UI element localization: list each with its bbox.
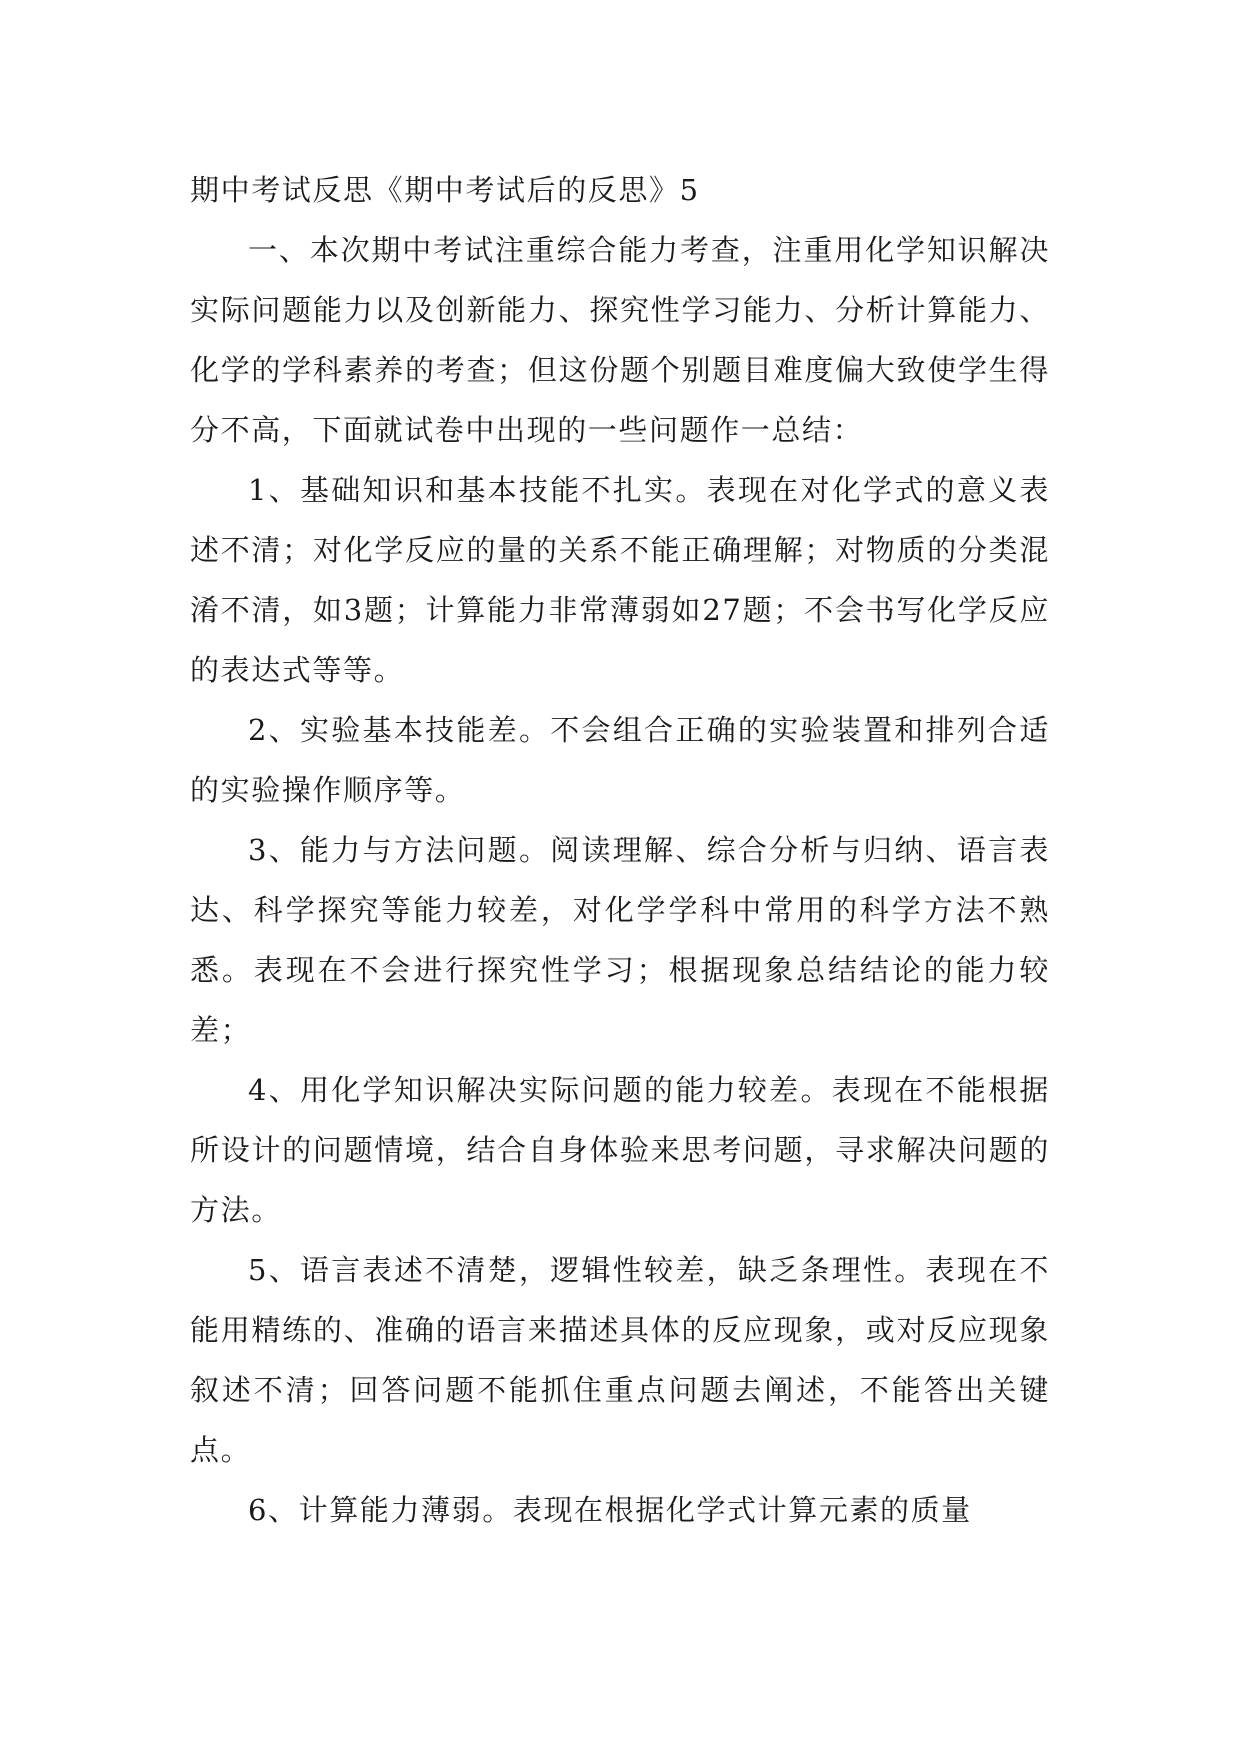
paragraph-point-2: 2、实验基本技能差。不会组合正确的实验装置和排列合适的实验操作顺序等。 [190, 713, 1050, 807]
paragraph-point-5: 5、语言表述不清楚，逻辑性较差，缺乏条理性。表现在不能用精练的、准确的语言来描述具体的反应现象，或对反应现象叙述不清；回答问题不能抓住重点问题去阐述，不能答出关键点。 [190, 1253, 1050, 1467]
paragraph-point-1: 1、基础知识和基本技能不扎实。表现在对化学式的意义表述不清；对化学反应的量的关系不能正确理解；对物质的分类混淆不清，如3题；计算能力非常薄弱如27题；不会书写化学反应的表达式等等。 [190, 473, 1050, 687]
paragraph-point-4: 4、用化学知识解决实际问题的能力较差。表现在不能根据所设计的问题情境，结合自身体验来思考问题，寻求解决问题的方法。 [190, 1073, 1050, 1227]
paragraph-point-6: 6、计算能力薄弱。表现在根据化学式计算元素的质量 [248, 1493, 972, 1527]
paragraph-intro: 一、本次期中考试注重综合能力考查，注重用化学知识解决实际问题能力以及创新能力、探究性学习能力、分析计算能力、化学的学科素养的考查；但这份题个别题目难度偏大致使学生得分不高，下面就试卷中出现的一些问题作一总结： [190, 233, 1050, 447]
document-title: 期中考试反思《期中考试后的反思》5 [190, 173, 700, 207]
document-body [190, 160, 1050, 1540]
paragraph-point-3: 3、能力与方法问题。阅读理解、综合分析与归纳、语言表达、科学探究等能力较差，对化学学科中常用的科学方法不熟悉。表现在不会进行探究性学习；根据现象总结结论的能力较差； [190, 833, 1050, 1047]
